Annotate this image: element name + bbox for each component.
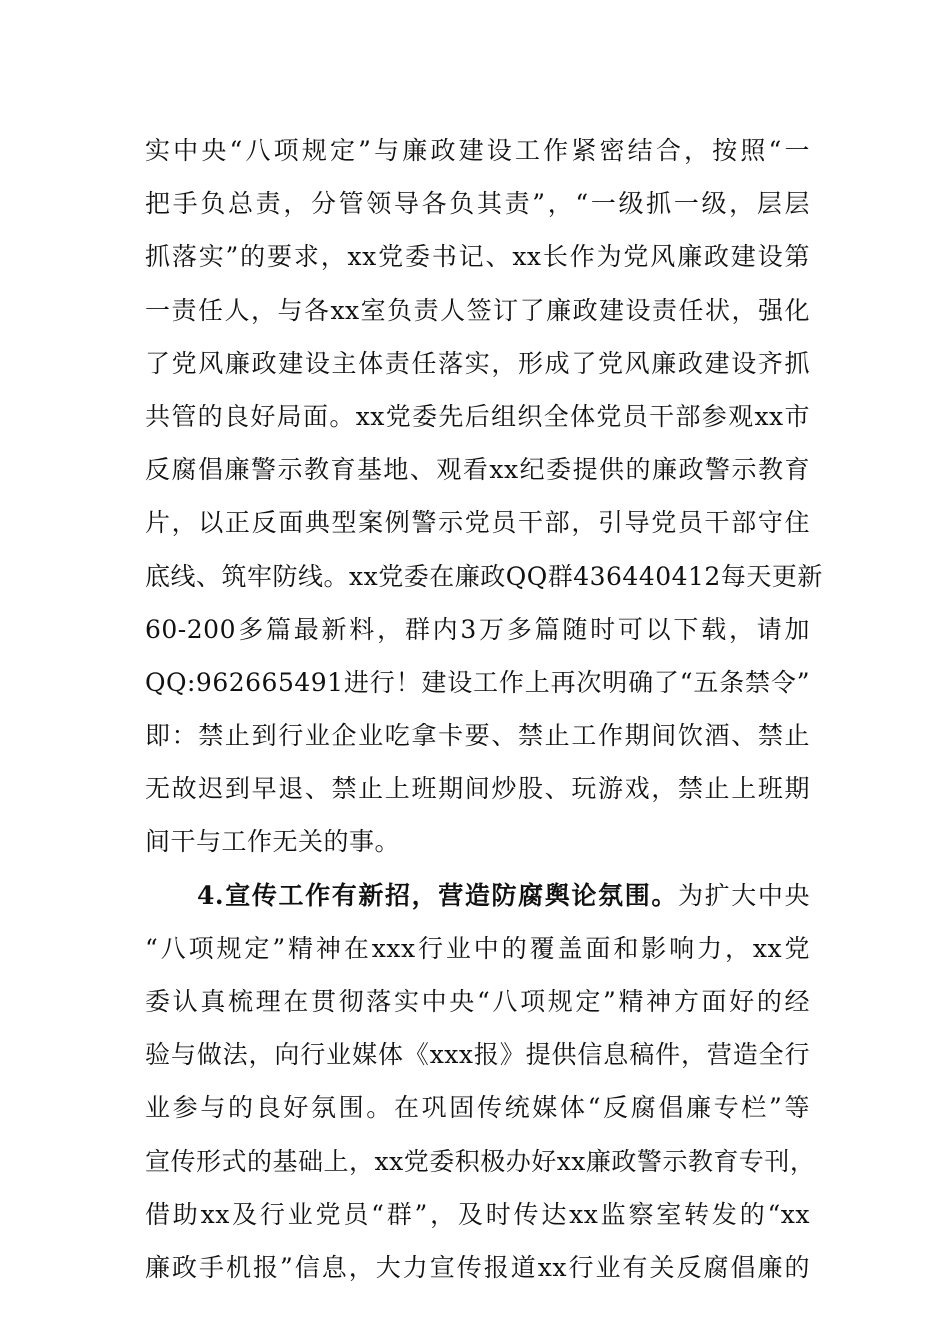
text-line: 委认真梳理在贯彻落实中央“八项规定”精神方面好的经 bbox=[145, 987, 810, 1016]
text-line: 一责任人，与各xx室负责人签订了廉政建设责任状，强化 bbox=[145, 295, 810, 325]
text-line: 了党风廉政建设主体责任落实，形成了党风廉政建设齐抓 bbox=[145, 348, 810, 378]
section-4-heading: 4.宣传工作有新招，营造防腐舆论氛围。 bbox=[197, 880, 678, 910]
text-line: “八项规定”精神在xxx行业中的覆盖面和影响力，xx党 bbox=[145, 933, 810, 963]
text-line: 实中央“八项规定”与廉政建设工作紧密结合，按照“一 bbox=[145, 136, 810, 165]
text-line: 借助xx及行业党员“群”，及时传达xx监察室转发的“xx bbox=[145, 1199, 810, 1229]
section-4-first-line bbox=[145, 869, 810, 922]
text-line: 无故迟到早退、禁止上班期间炒股、玩游戏，禁止上班期 bbox=[145, 774, 810, 804]
text-line: 底线、筑牢防线。xx党委在廉政QQ群436440412每天更新 bbox=[145, 561, 823, 591]
text-line: 即：禁止到行业企业吃拿卡要、禁止工作期间饮酒、禁止 bbox=[145, 721, 810, 751]
text-line: 把手负总责，分管领导各负其责”，“一级抓一级，层层 bbox=[145, 189, 810, 219]
text-line: 共管的良好局面。xx党委先后组织全体党员干部参观xx市 bbox=[145, 401, 810, 431]
text-line: 片，以正反面典型案例警示党员干部，引导党员干部守住 bbox=[145, 508, 810, 538]
text-line: 业参与的良好氛围。在巩固传统媒体“反腐倡廉专栏”等 bbox=[145, 1093, 810, 1123]
text-line: 宣传形式的基础上，xx党委积极办好xx廉政警示教育专刊， bbox=[145, 1146, 816, 1176]
text-line: 廉政手机报”信息，大力宣传报道xx行业有关反腐倡廉的 bbox=[145, 1252, 810, 1282]
text-line: 验与做法，向行业媒体《xxx报》提供信息稿件，营造全行 bbox=[145, 1040, 810, 1070]
text-line: 反腐倡廉警示教育基地、观看xx纪委提供的廉政警示教育 bbox=[145, 455, 810, 485]
section-4-first-line-text: 为扩大中央 bbox=[677, 880, 810, 910]
text-line: 抓落实”的要求，xx党委书记、xx长作为党风廉政建设第 bbox=[145, 242, 810, 272]
text-line: QQ:962665491进行！建设工作上再次明确了“五条禁令” bbox=[145, 667, 810, 697]
body-text bbox=[145, 124, 823, 1294]
text-line: 间干与工作无关的事。 bbox=[145, 827, 401, 857]
text-line: 60-200多篇最新料，群内3万多篇随时可以下载，请加 bbox=[145, 614, 810, 644]
